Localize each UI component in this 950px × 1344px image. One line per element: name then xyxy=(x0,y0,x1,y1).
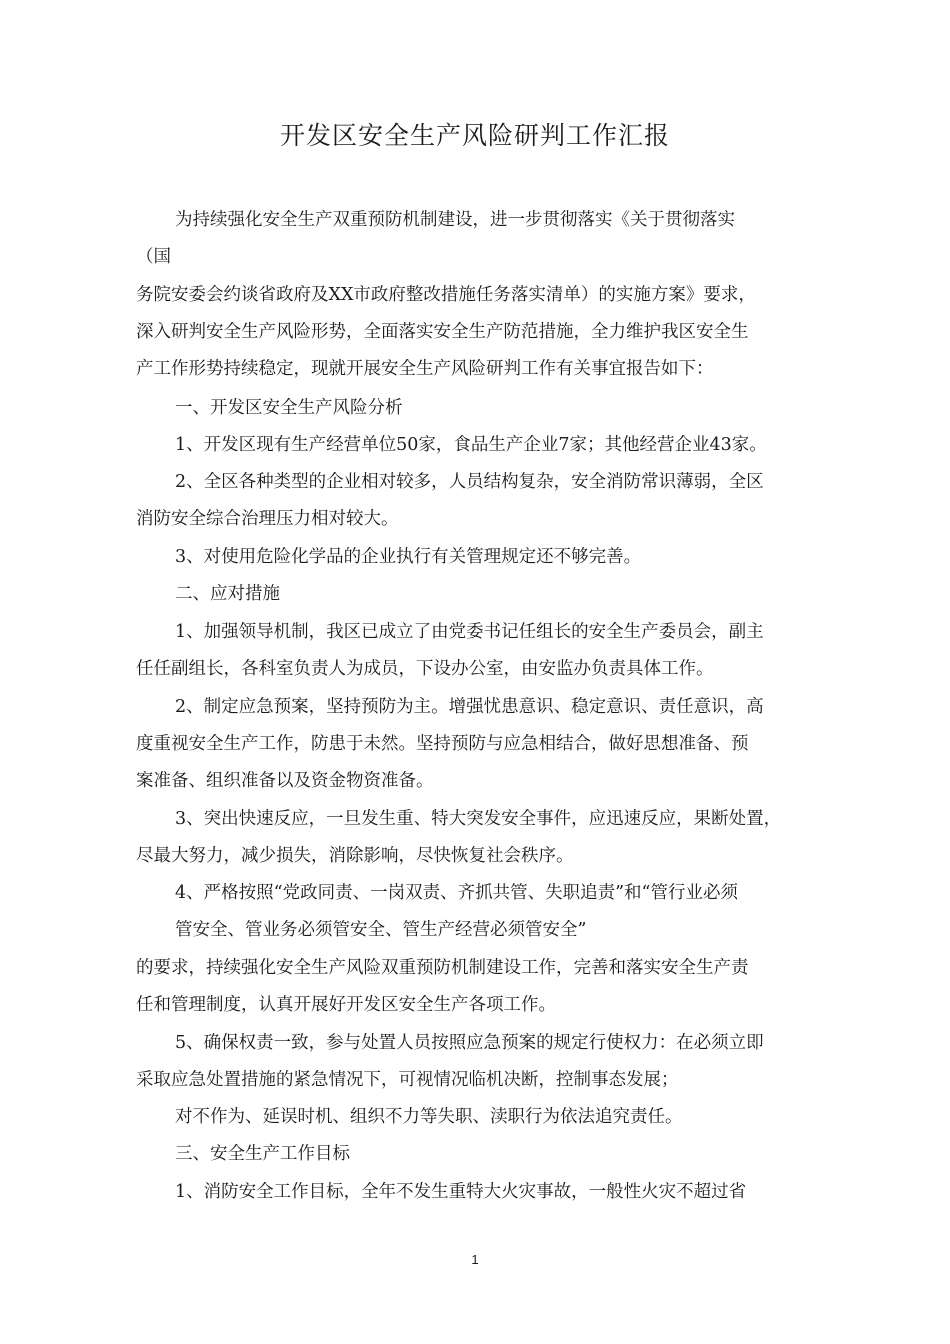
document-title: 开发区安全生产风险研判工作汇报 xyxy=(279,121,670,150)
body-line: 任任副组长，各科室负责人为成员，下设办公室，由安监办负责具体工作。 xyxy=(136,659,714,679)
body-line: 产工作形势持续稳定，现就开展安全生产风险研判工作有关事宜报告如下： xyxy=(136,359,714,379)
body-line: 3、对使用危险化学品的企业执行有关管理规定还不够完善。 xyxy=(175,547,642,567)
body-line: 案准备、组织准备以及资金物资准备。 xyxy=(136,771,434,791)
body-line: 对不作为、延误时机、组织不力等失职、渎职行为依法追究责任。 xyxy=(175,1107,683,1127)
body-line: 管安全、管业务必须管安全、管生产经营必须管安全” xyxy=(175,920,587,940)
body-line: 的要求，持续强化安全生产风险双重预防机制建设工作，完善和落实安全生产责 xyxy=(136,958,749,978)
body-line: 任和管理制度，认真开展好开发区安全生产各项工作。 xyxy=(136,995,556,1015)
section-heading: 三、安全生产工作目标 xyxy=(175,1144,350,1164)
body-line: 深入研判安全生产风险形势，全面落实安全生产防范措施，全力维护我区安全生 xyxy=(136,322,749,342)
body-line: 尽最大努力，减少损失，消除影响，尽快恢复社会秩序。 xyxy=(136,846,574,866)
body-line: 5、确保权责一致，参与处置人员按照应急预案的规定行使权力：在必须立即 xyxy=(175,1033,764,1053)
body-line: 度重视安全生产工作，防患于未然。坚持预防与应急相结合，做好思想准备、预 xyxy=(136,734,749,754)
body-line: 消防安全综合治理压力相对较大。 xyxy=(136,509,399,529)
section-heading: 一、开发区安全生产风险分析 xyxy=(175,398,403,418)
body-line: 采取应急处置措施的紧急情况下，可视情况临机决断，控制事态发展； xyxy=(136,1070,679,1090)
body-line: 2、全区各种类型的企业相对较多，人员结构复杂，安全消防常识薄弱，全区 xyxy=(175,472,764,492)
body-line: 1、加强领导机制，我区已成立了由党委书记任组长的安全生产委员会，副主 xyxy=(175,622,764,642)
body-line: 2、制定应急预案，坚持预防为主。增强忧患意识、稳定意识、责任意识，高 xyxy=(175,697,764,717)
body-line: 1、消防安全工作目标，全年不发生重特大火灾事故，一般性火灾不超过省 xyxy=(175,1182,747,1202)
body-line: 为持续强化安全生产双重预防机制建设，进一步贯彻落实《关于贯彻落实 xyxy=(175,210,735,230)
body-line: 4、严格按照“党政同责、一岗双责、齐抓共管、失职追责”和“管行业必须 xyxy=(175,883,738,903)
section-heading: 二、应对措施 xyxy=(175,584,280,604)
body-line: 1、开发区现有生产经营单位50家，食品生产企业7家；其他经营企业43家。 xyxy=(175,435,767,455)
page-number: 1 xyxy=(471,1252,479,1267)
body-line: 务院安委会约谈省政府及XX市政府整改措施任务落实清单）的实施方案》要求， xyxy=(136,285,756,305)
body-line: 3、突出快速反应，一旦发生重、特大突发安全事件，应迅速反应，果断处置， xyxy=(175,809,782,829)
body-line: （国 xyxy=(136,247,171,267)
